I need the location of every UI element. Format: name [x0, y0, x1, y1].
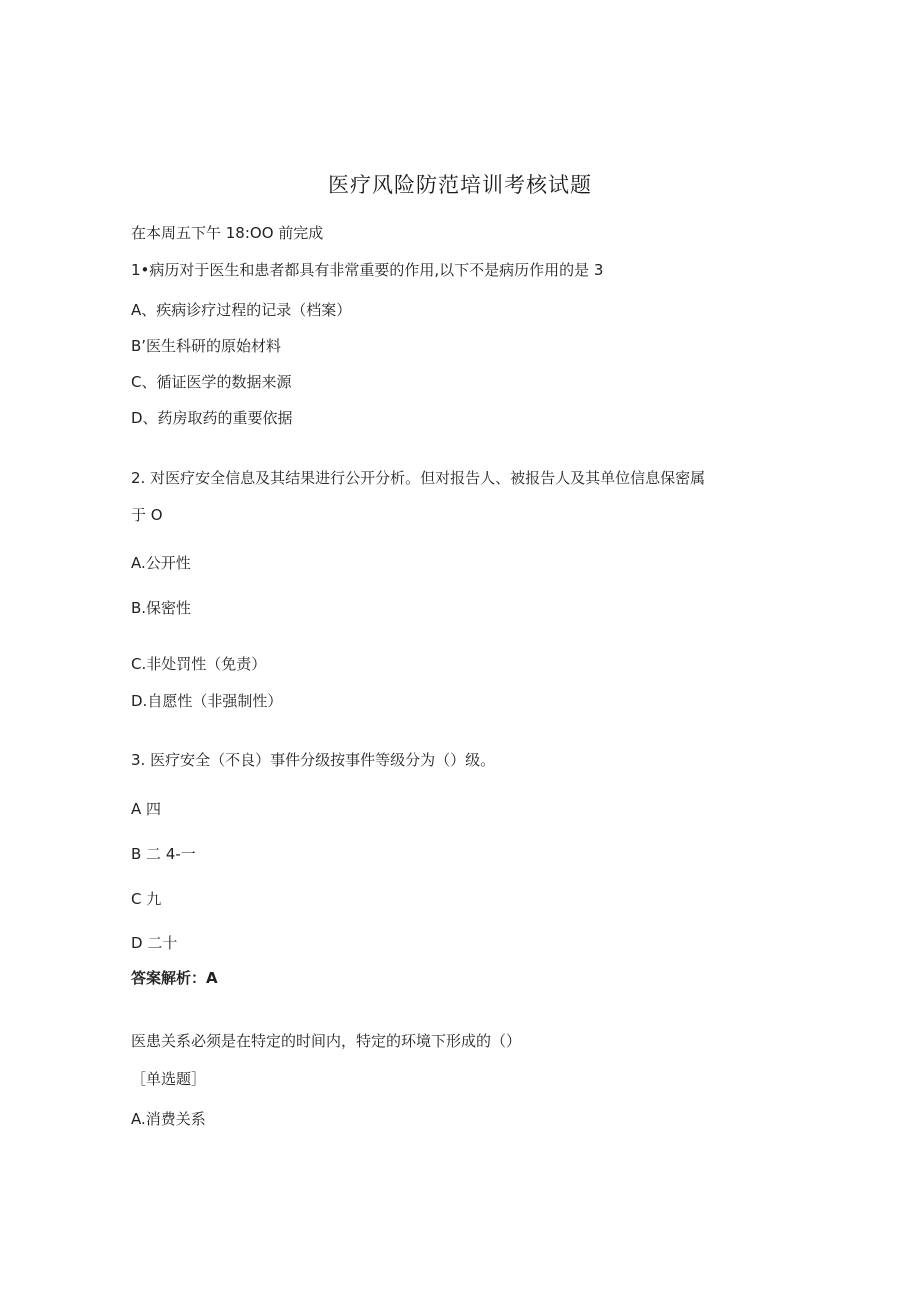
question-4-option-a: A.消费关系 — [131, 1110, 206, 1128]
question-4-type: ［单选题］ — [131, 1070, 207, 1088]
document-title: 医疗风险防范培训考核试题 — [328, 173, 592, 197]
question-4-stem: 医患关系必须是在特定的时间内，特定的环境下形成的（） — [131, 1032, 522, 1050]
question-3-option-d: D 二十 — [131, 934, 178, 952]
question-1-stem: 1•病历对于医生和患者都具有非常重要的作用,以下不是病历作用的是 3 — [131, 261, 604, 279]
question-1-option-a: A、疾病诊疗过程的记录（档案） — [131, 301, 352, 319]
question-2-stem-line-1: 2. 对医疗安全信息及其结果进行公开分析。但对报告人、被报告人及其单位信息保密属 — [131, 469, 706, 487]
question-3-option-b: B 二 4-一 — [131, 845, 196, 863]
question-2-stem-line-2: 于 O — [131, 506, 163, 524]
deadline-notice: 在本周五下午 18:OO 前完成 — [131, 224, 324, 242]
question-3-stem: 3. 医疗安全（不良）事件分级按事件等级分为（）级。 — [131, 751, 496, 769]
question-2-option-b: B.保密性 — [131, 599, 192, 617]
question-2-option-a: A.公开性 — [131, 554, 191, 572]
question-1-option-b: B’医生科研的原始材料 — [131, 337, 282, 355]
question-2-option-c: C.非处罚性（免责） — [131, 655, 267, 673]
question-3-option-c: C 九 — [131, 890, 162, 908]
question-3-answer: 答案解析：A — [131, 969, 218, 987]
question-1-option-d: D、药房取药的重要依据 — [131, 409, 293, 427]
question-2-option-d: D.自愿性（非强制性） — [131, 692, 283, 710]
question-3-option-a: A 四 — [131, 800, 162, 818]
question-1-option-c: C、循证医学的数据来源 — [131, 373, 292, 391]
